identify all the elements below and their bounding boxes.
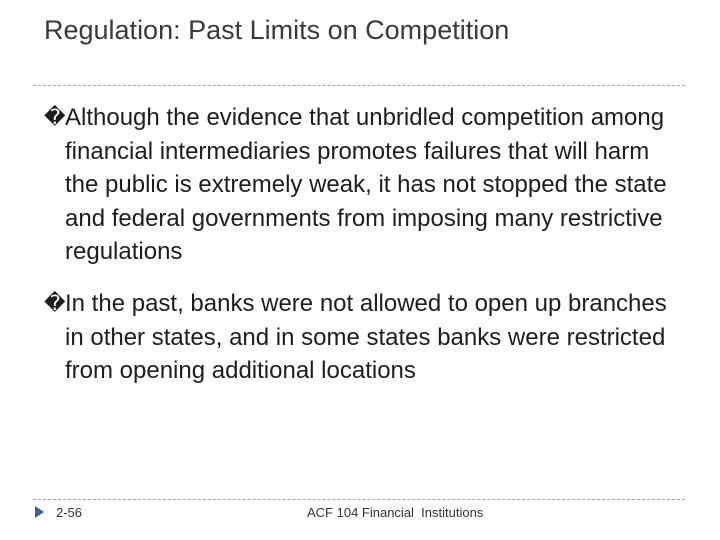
slide-title: Regulation: Past Limits on Competition [44, 15, 510, 45]
slide-number: 2-56 [56, 505, 83, 520]
bullet-text: In the past, banks were not allowed to open up branches in other states, and in some states banks were restricted from opening additional locations [65, 290, 667, 385]
title-divider [33, 85, 685, 86]
footer-course-title: ACF 104 Financial Institutions [307, 505, 484, 520]
bullet-text: Although the evidence that unbridled competition among financial intermediaries promotes failures that will harm the public is extremely weak, it has not stopped the state and federal governments from imposing many restrictive regulations [65, 104, 667, 266]
triangle-right-icon [35, 506, 44, 518]
bullet-item [44, 101, 684, 269]
bullet-item [44, 287, 684, 388]
footer-divider [33, 499, 685, 500]
bullet-glyph-icon: � [44, 291, 66, 315]
bullet-glyph-icon: � [44, 105, 66, 129]
